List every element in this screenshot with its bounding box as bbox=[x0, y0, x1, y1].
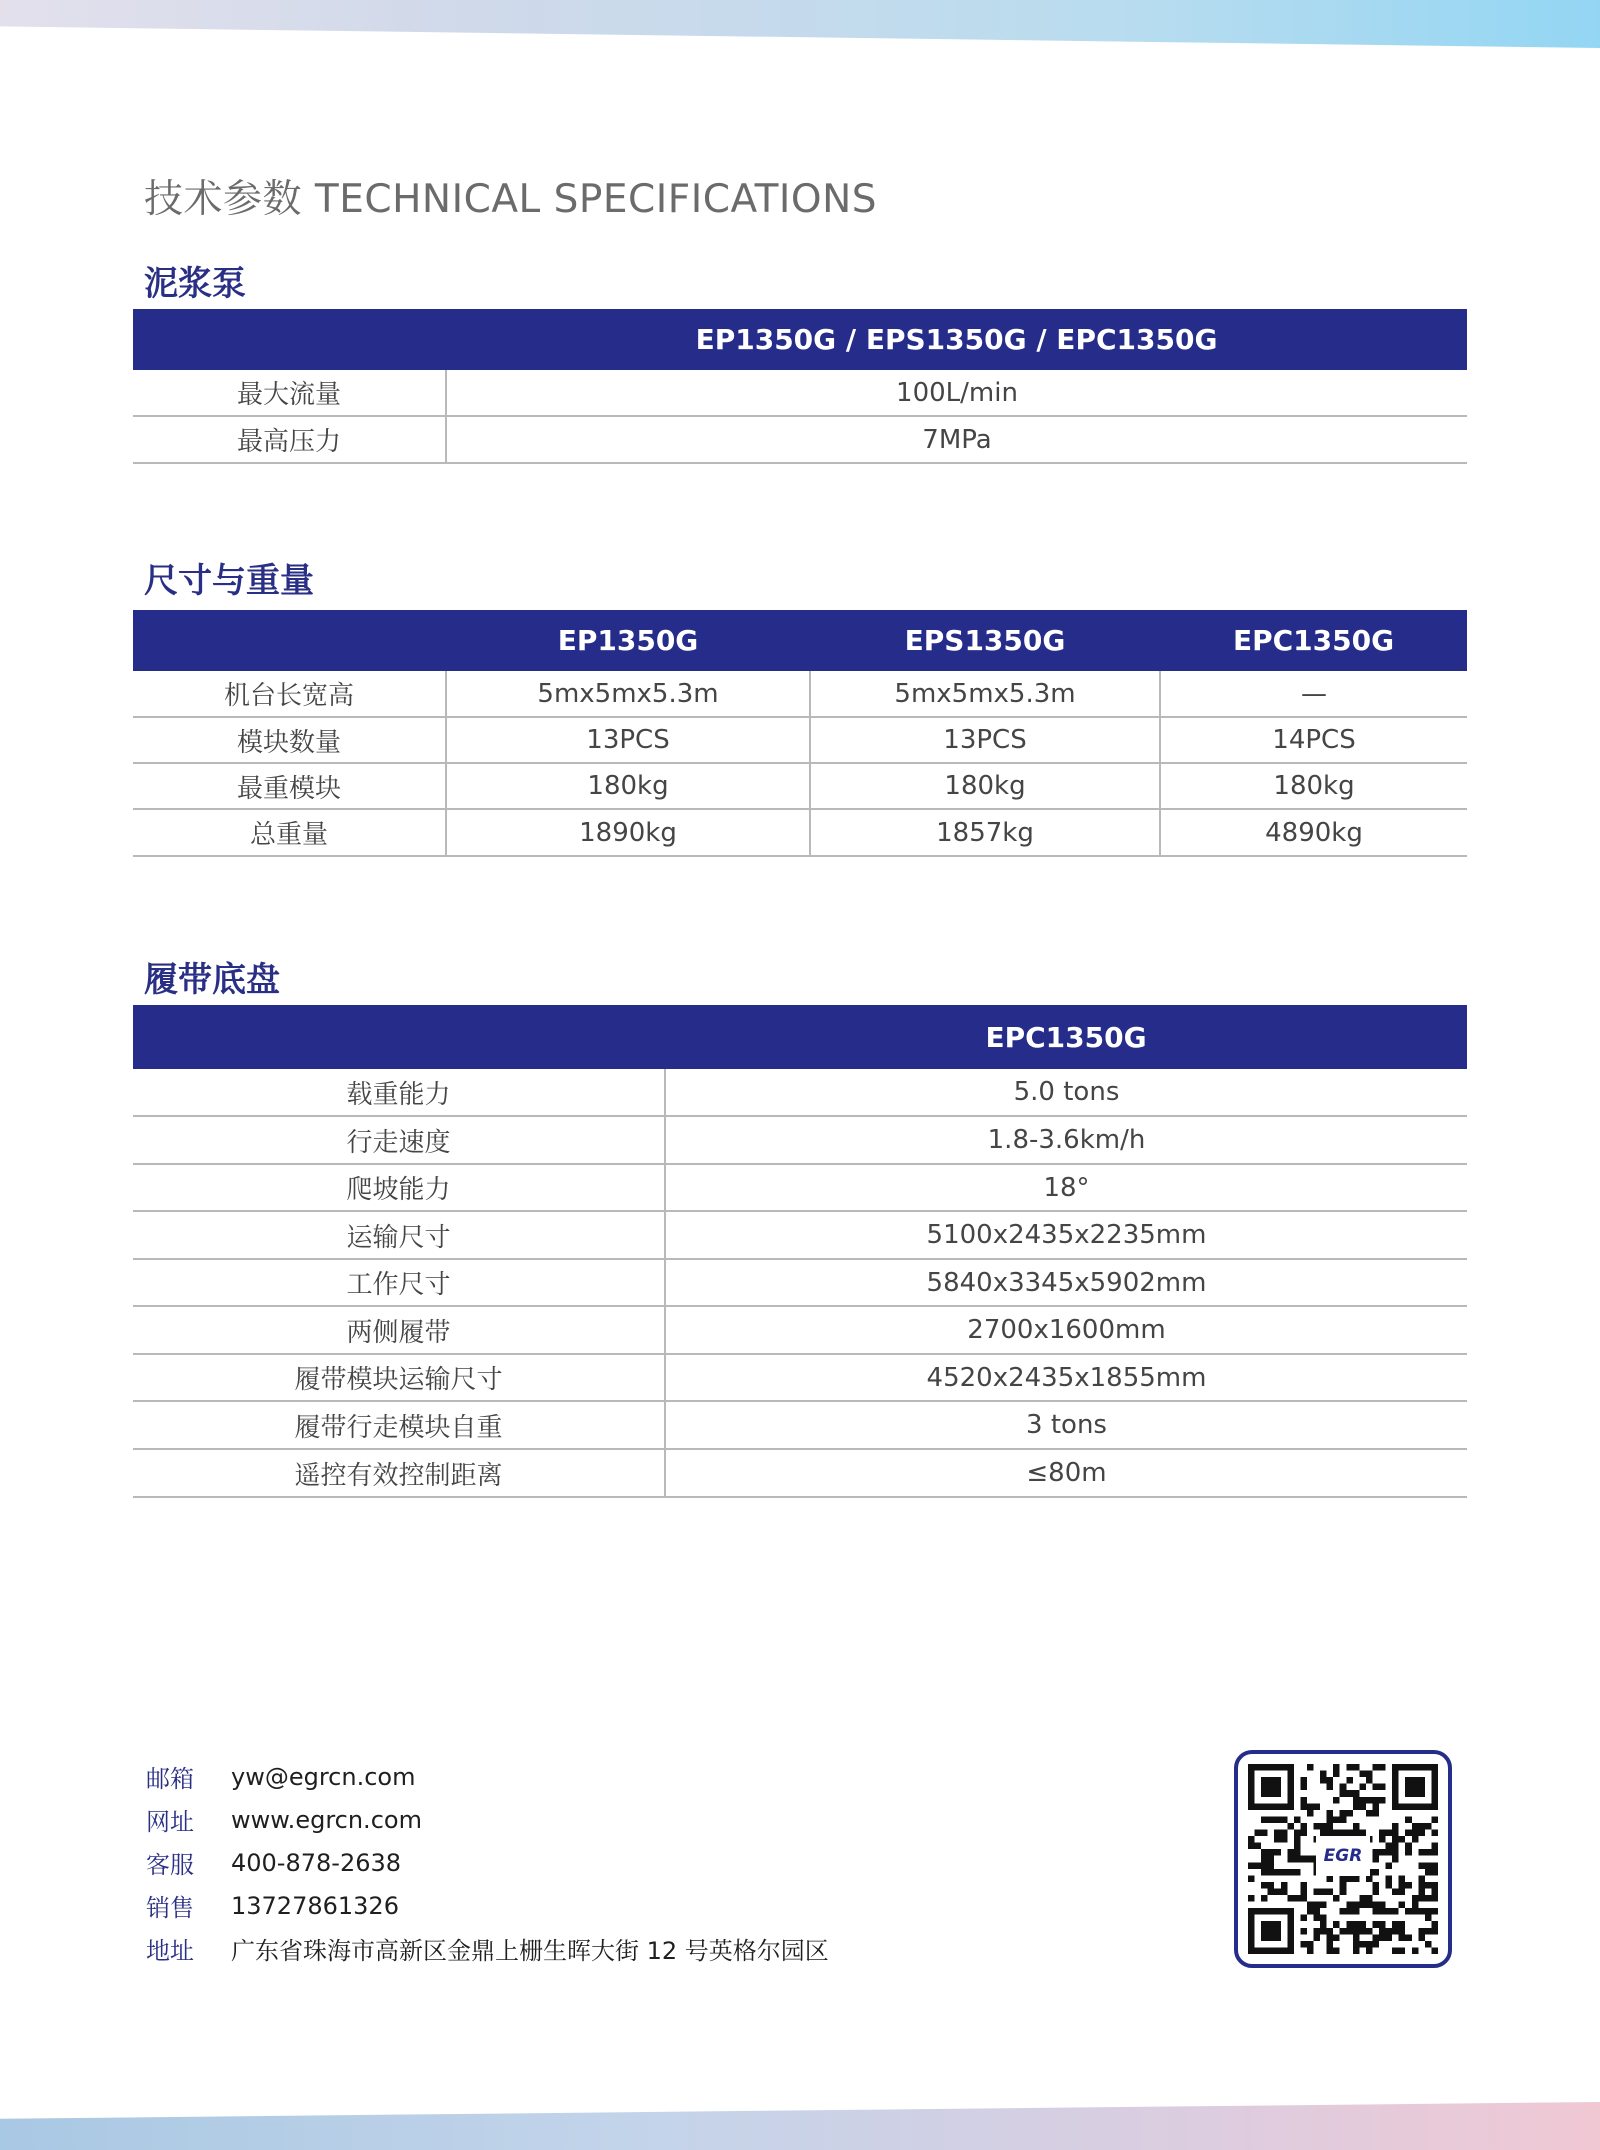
pump-header-row bbox=[133, 309, 1467, 370]
top-decor-band bbox=[0, 0, 1600, 48]
egr-logo: EGR bbox=[1316, 1836, 1370, 1876]
table-row bbox=[133, 809, 1467, 856]
row-label: 最大流量 bbox=[133, 370, 446, 416]
row-label: 最重模块 bbox=[133, 763, 446, 809]
contact-email-row bbox=[146, 1755, 829, 1798]
row-value: 100L/min bbox=[446, 370, 1467, 416]
pump-section-title: 泥浆泵 bbox=[144, 264, 246, 304]
row-value: 5840x3345x5902mm bbox=[665, 1259, 1467, 1306]
row-value: 1890kg bbox=[446, 809, 810, 856]
row-label: 模块数量 bbox=[133, 717, 446, 763]
crawler-section-title: 履带底盘 bbox=[144, 960, 280, 1000]
row-value: 18° bbox=[665, 1164, 1467, 1211]
contact-website[interactable]: www.egrcn.com bbox=[231, 1805, 422, 1834]
row-label: 机台长宽高 bbox=[133, 671, 446, 717]
contact-service-phone: 400-878-2638 bbox=[231, 1848, 402, 1877]
row-value: 5mx5mx5.3m bbox=[446, 671, 810, 717]
size-spec-table bbox=[133, 610, 1467, 857]
row-value: 5.0 tons bbox=[665, 1069, 1467, 1116]
row-label: 爬坡能力 bbox=[133, 1164, 665, 1211]
row-label: 载重能力 bbox=[133, 1069, 665, 1116]
row-label: 履带模块运输尺寸 bbox=[133, 1354, 665, 1401]
row-label: 两侧履带 bbox=[133, 1306, 665, 1354]
row-value: 1.8-3.6km/h bbox=[665, 1116, 1467, 1164]
table-row bbox=[133, 1211, 1467, 1259]
row-label: 行走速度 bbox=[133, 1116, 665, 1164]
size-header-model: EP1350G bbox=[446, 610, 810, 671]
contact-email[interactable]: yw@egrcn.com bbox=[231, 1762, 416, 1791]
contact-label: 地址 bbox=[146, 1937, 194, 1965]
contact-sales-row bbox=[146, 1884, 829, 1927]
row-value: 7MPa bbox=[446, 416, 1467, 463]
table-row bbox=[133, 1449, 1467, 1497]
size-header-empty bbox=[133, 610, 446, 671]
contact-sales-phone: 13727861326 bbox=[231, 1891, 399, 1920]
contact-address: 广东省珠海市高新区金鼎上栅生晖大街 12 号英格尔园区 bbox=[231, 1937, 829, 1965]
page-title: 技术参数 TECHNICAL SPECIFICATIONS bbox=[144, 177, 878, 222]
table-row bbox=[133, 717, 1467, 763]
table-row bbox=[133, 671, 1467, 717]
row-value: 4890kg bbox=[1160, 809, 1467, 856]
row-value: 14PCS bbox=[1160, 717, 1467, 763]
row-value: 180kg bbox=[810, 763, 1160, 809]
table-row bbox=[133, 1259, 1467, 1306]
crawler-header-row bbox=[133, 1005, 1467, 1069]
pump-header-empty bbox=[133, 309, 446, 370]
row-value: 1857kg bbox=[810, 809, 1160, 856]
crawler-header-empty bbox=[133, 1005, 665, 1069]
crawler-header-model: EPC1350G bbox=[665, 1005, 1467, 1069]
size-header-model: EPC1350G bbox=[1160, 610, 1467, 671]
row-label: 履带行走模块自重 bbox=[133, 1401, 665, 1449]
row-value: 2700x1600mm bbox=[665, 1306, 1467, 1354]
row-value: 180kg bbox=[446, 763, 810, 809]
table-row bbox=[133, 1354, 1467, 1401]
contact-website-row bbox=[146, 1798, 829, 1841]
table-row bbox=[133, 1306, 1467, 1354]
contact-label: 客服 bbox=[146, 1851, 194, 1879]
contact-label: 邮箱 bbox=[146, 1765, 194, 1793]
table-row bbox=[133, 416, 1467, 463]
row-value: 13PCS bbox=[446, 717, 810, 763]
table-row bbox=[133, 1069, 1467, 1116]
row-value: 5mx5mx5.3m bbox=[810, 671, 1160, 717]
table-row bbox=[133, 1401, 1467, 1449]
contact-address-row bbox=[146, 1927, 829, 1970]
row-value: 180kg bbox=[1160, 763, 1467, 809]
table-row bbox=[133, 370, 1467, 416]
row-label: 最高压力 bbox=[133, 416, 446, 463]
row-value: — bbox=[1160, 671, 1467, 717]
row-value: 3 tons bbox=[665, 1401, 1467, 1449]
qr-code bbox=[1234, 1750, 1452, 1968]
row-value: 4520x2435x1855mm bbox=[665, 1354, 1467, 1401]
row-label: 遥控有效控制距离 bbox=[133, 1449, 665, 1497]
contact-info bbox=[146, 1755, 829, 1970]
bottom-decor-band bbox=[0, 2102, 1600, 2150]
row-label: 运输尺寸 bbox=[133, 1211, 665, 1259]
crawler-spec-table bbox=[133, 1005, 1467, 1498]
row-value: ≤80m bbox=[665, 1449, 1467, 1497]
table-row bbox=[133, 1116, 1467, 1164]
pump-spec-table bbox=[133, 309, 1467, 464]
row-label: 工作尺寸 bbox=[133, 1259, 665, 1306]
row-label: 总重量 bbox=[133, 809, 446, 856]
contact-service-row bbox=[146, 1841, 829, 1884]
table-row bbox=[133, 1164, 1467, 1211]
size-header-model: EPS1350G bbox=[810, 610, 1160, 671]
row-value: 5100x2435x2235mm bbox=[665, 1211, 1467, 1259]
table-row bbox=[133, 763, 1467, 809]
contact-label: 网址 bbox=[146, 1808, 194, 1836]
pump-header-models: EP1350G / EPS1350G / EPC1350G bbox=[446, 309, 1467, 370]
size-section-title: 尺寸与重量 bbox=[144, 561, 314, 601]
contact-label: 销售 bbox=[146, 1894, 194, 1922]
row-value: 13PCS bbox=[810, 717, 1160, 763]
size-header-row bbox=[133, 610, 1467, 671]
